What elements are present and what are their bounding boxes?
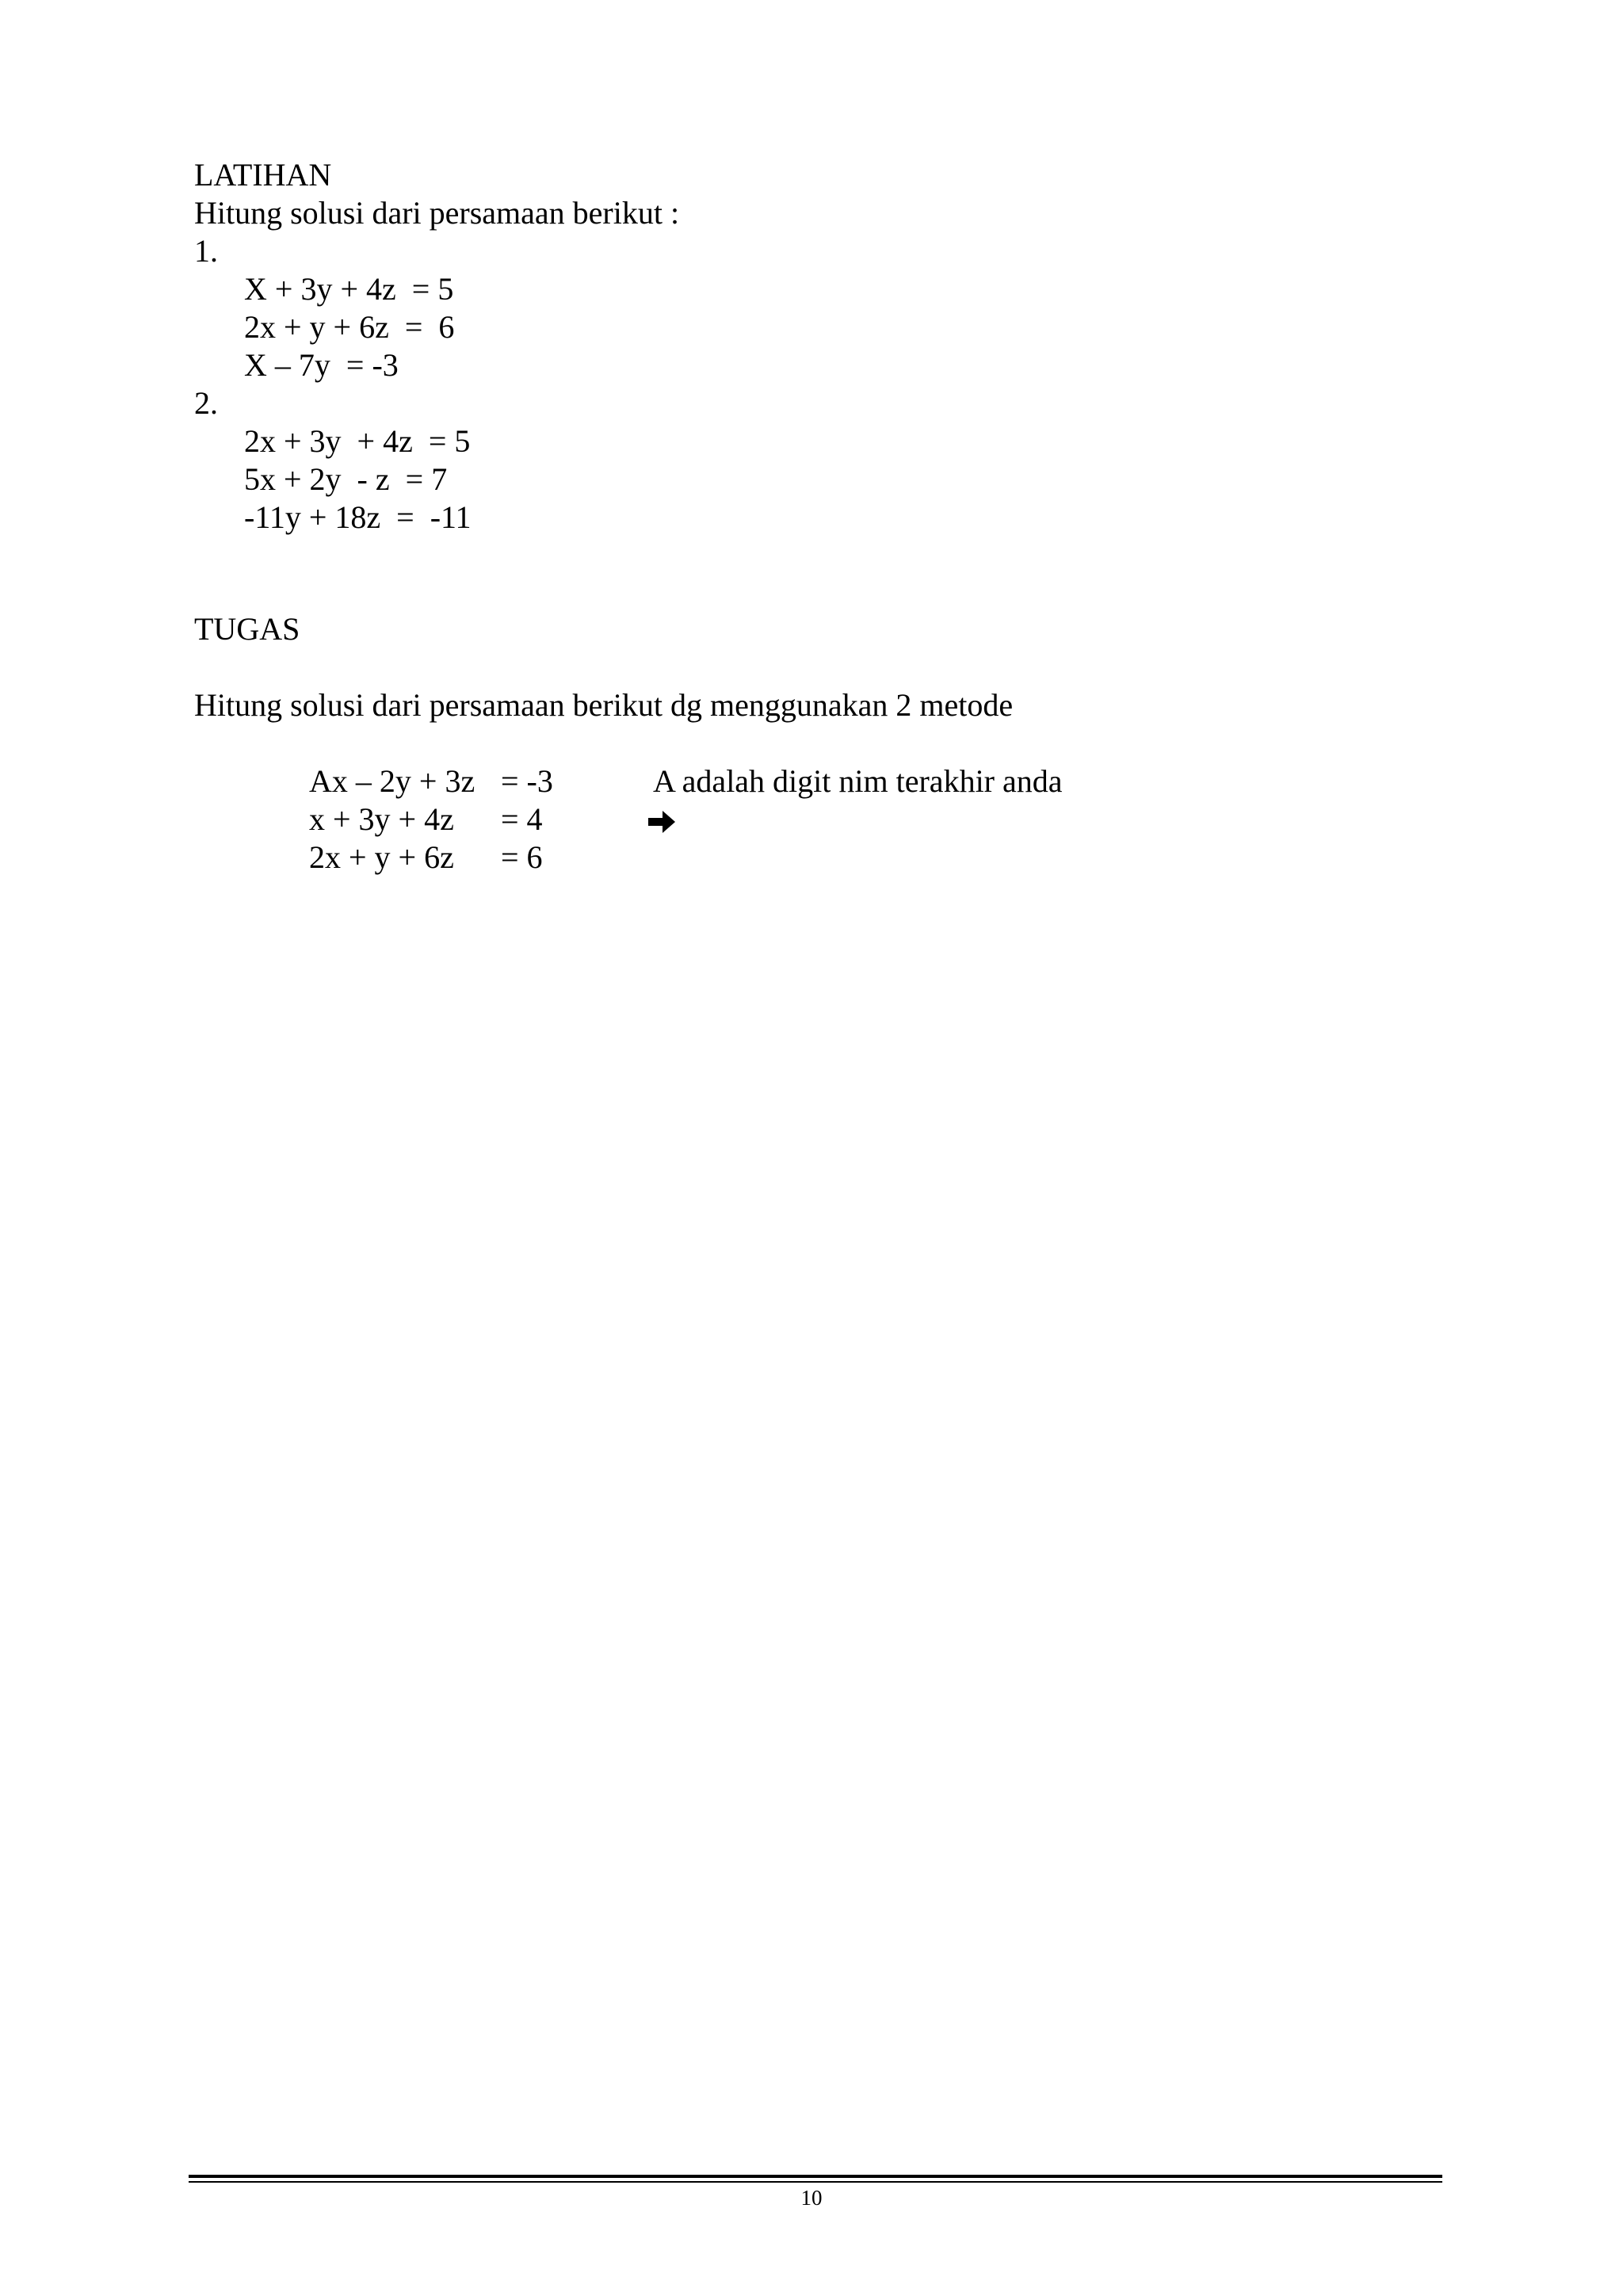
footer-rule-thin: [189, 2181, 1442, 2183]
tugas-equation-3-rhs: = 6: [501, 839, 543, 875]
tugas-note: [599, 762, 1063, 800]
tugas-equation-2-rhs: = 4: [501, 801, 543, 837]
latihan-heading: LATIHAN: [194, 157, 332, 193]
tugas-equation-1-rhs: = -3: [501, 763, 553, 799]
tugas-note-text: A adalah digit nim terakhir anda: [653, 763, 1063, 799]
problem-2-number: 2.: [194, 385, 218, 421]
problem-2-equation-1: 2x + 3y + 4z = 5: [244, 423, 471, 459]
tugas-heading: TUGAS: [194, 611, 300, 647]
latihan-instruction: Hitung solusi dari persamaan berikut :: [194, 195, 680, 231]
problem-1-equation-2: 2x + y + 6z = 6: [244, 309, 455, 345]
tugas-equation-2-lhs: x + 3y + 4z: [309, 801, 454, 837]
tugas-instruction: Hitung solusi dari persamaan berikut dg menggunakan 2 metode: [194, 687, 1014, 723]
problem-2-equation-3: -11y + 18z = -11: [244, 499, 472, 535]
tugas-equation-1-lhs: Ax – 2y + 3z: [309, 763, 475, 799]
footer-rule-thick: [189, 2175, 1442, 2178]
tugas-equation-3-lhs: 2x + y + 6z: [309, 839, 454, 875]
right-arrow-icon: [599, 768, 629, 795]
problem-1-equation-1: X + 3y + 4z = 5: [244, 271, 454, 307]
problem-1-number: 1.: [194, 233, 218, 269]
page-number: 10: [800, 2186, 823, 2210]
problem-1-equation-3: X – 7y = -3: [244, 347, 399, 383]
problem-2-equation-2: 5x + 2y - z = 7: [244, 461, 448, 497]
